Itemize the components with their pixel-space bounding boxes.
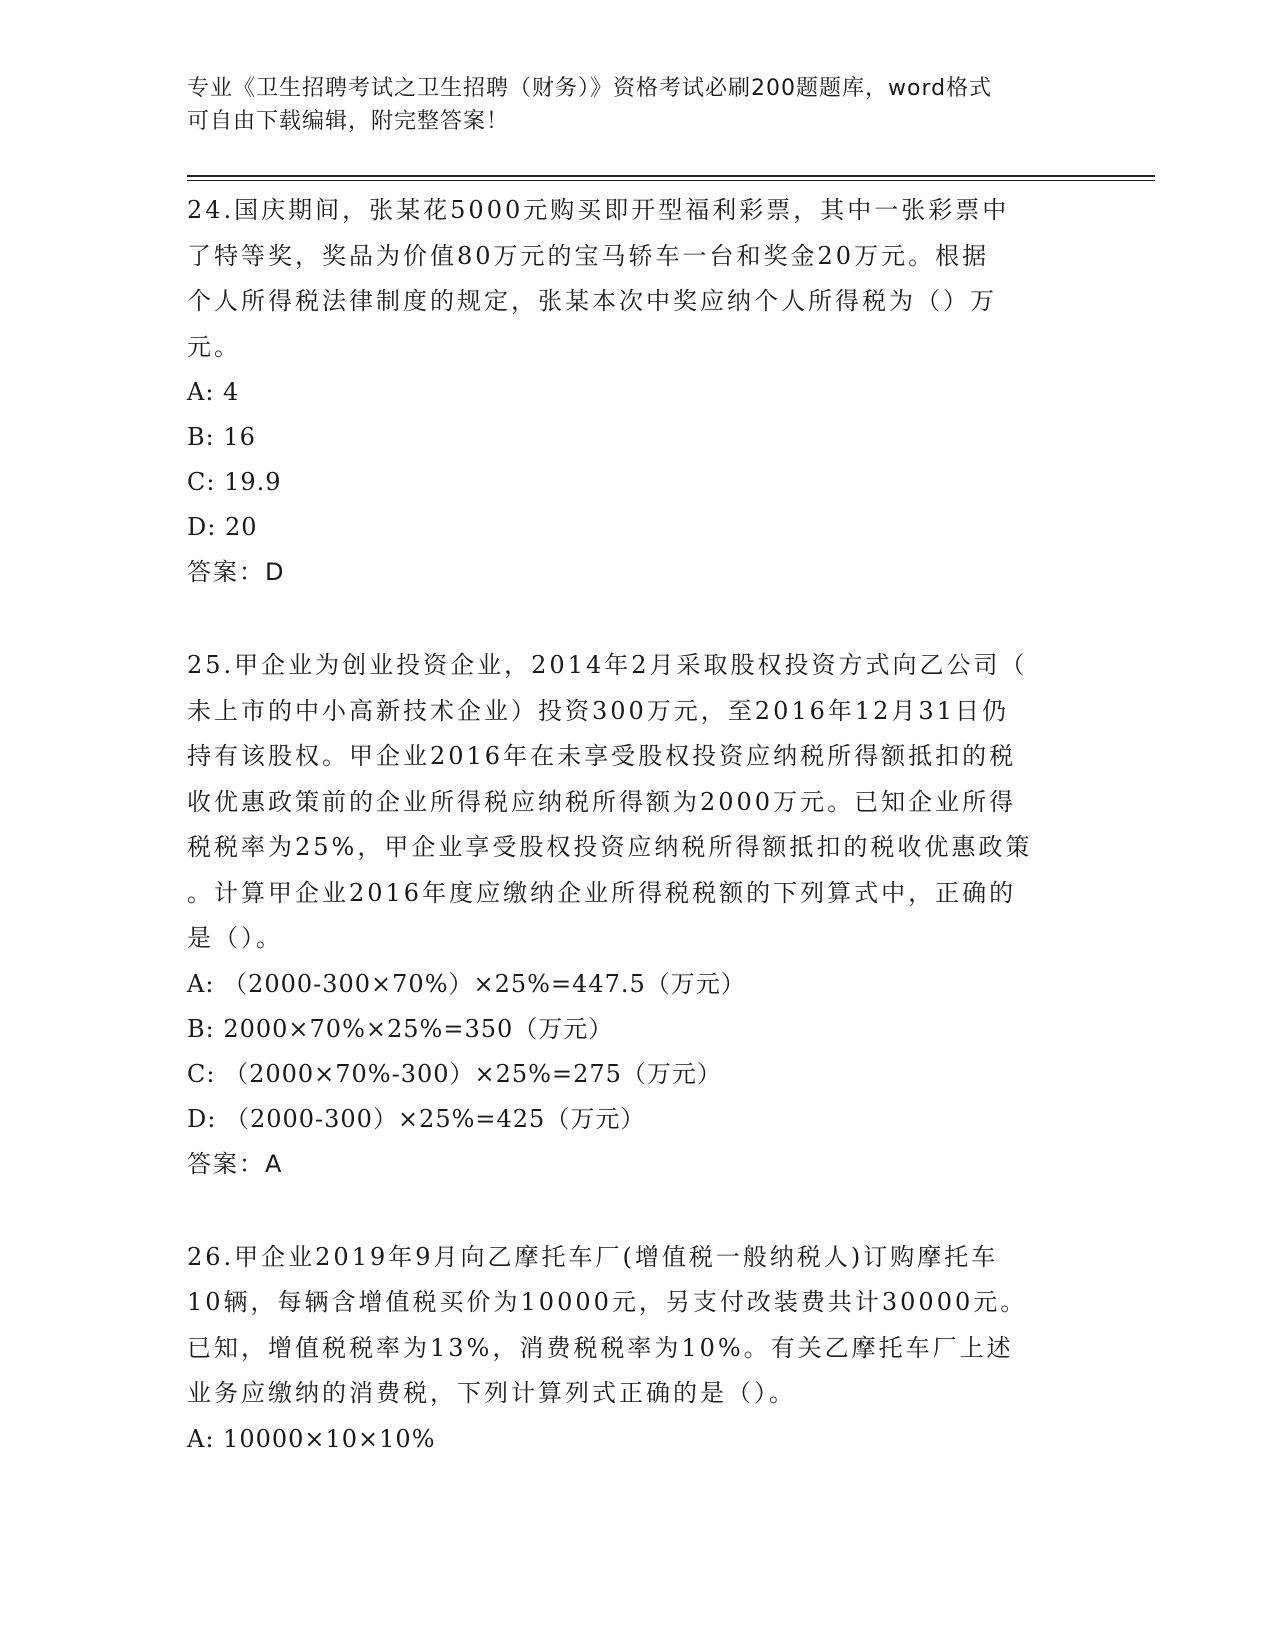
header-line-2: 可自由下载编辑，附完整答案！	[187, 109, 510, 134]
document-header	[187, 72, 1067, 138]
option-d: D: 20	[187, 513, 258, 541]
option-c: C: （2000×70%-300）×25%=275（万元）	[187, 1059, 722, 1088]
question-stem-line: 。计算甲企业2016年度应缴纳企业所得税税额的下列算式中，正确的	[187, 878, 1017, 907]
option-d: D: （2000-300）×25%=425（万元）	[187, 1104, 646, 1133]
option-a: A: （2000-300×70%）×25%=447.5（万元）	[187, 969, 746, 998]
question-stem-line: 税税率为25%，甲企业享受股权投资应纳税所得额抵扣的税收优惠政策	[187, 833, 1033, 861]
question-26	[187, 1235, 1087, 1462]
answer-label: 答案：A	[187, 1149, 284, 1178]
option-c: C: 19.9	[187, 468, 282, 496]
question-24	[187, 188, 1087, 595]
question-25	[187, 643, 1087, 1187]
question-list	[187, 188, 1087, 1510]
option-b: B: 16	[187, 423, 256, 451]
question-stem-line: 元。	[187, 332, 241, 361]
question-stem-line: 收优惠政策前的企业所得税应纳税所得额为2000万元。已知企业所得	[187, 787, 1017, 816]
question-stem-line: 25.甲企业为创业投资企业，2014年2月采取股权投资方式向乙公司（	[187, 651, 1028, 679]
option-b: B: 2000×70%×25%=350（万元）	[187, 1014, 614, 1043]
question-stem-line: 业务应缴纳的消费税，下列计算列式正确的是（）。	[187, 1379, 796, 1407]
question-stem-line: 已知，增值税税率为13%，消费税税率为10%。有关乙摩托车厂上述	[187, 1333, 1014, 1362]
option-a: A: 10000×10×10%	[187, 1424, 436, 1453]
question-stem-line: 24.国庆期间，张某花5000元购买即开型福利彩票，其中一张彩票中	[187, 196, 1010, 224]
option-a: A: 4	[187, 378, 240, 406]
header-line-1: 专业《卫生招聘考试之卫生招聘（财务）》资格考试必刷200题题库，word格式	[187, 76, 993, 101]
question-stem-line: 10辆，每辆含增值税买价为10000元，另支付改装费共计30000元。	[187, 1288, 1028, 1316]
question-stem-line: 个人所得税法律制度的规定，张某本次中奖应纳个人所得税为（）万	[187, 287, 997, 315]
header-divider	[187, 175, 1155, 181]
answer-label: 答案：D	[187, 558, 286, 586]
question-stem-line: 持有该股权。甲企业2016年在未享受股权投资应纳税所得额抵扣的税	[187, 742, 1017, 770]
question-stem-line: 是（）。	[187, 924, 283, 952]
question-stem-line: 未上市的中小高新技术企业）投资300万元，至2016年12月31日仍	[187, 696, 1009, 725]
question-stem-line: 了特等奖，奖品为价值80万元的宝马轿车一台和奖金20万元。根据	[187, 241, 990, 270]
question-stem-line: 26.甲企业2019年9月向乙摩托车厂(增值税一般纳税人)订购摩托车	[187, 1242, 999, 1271]
